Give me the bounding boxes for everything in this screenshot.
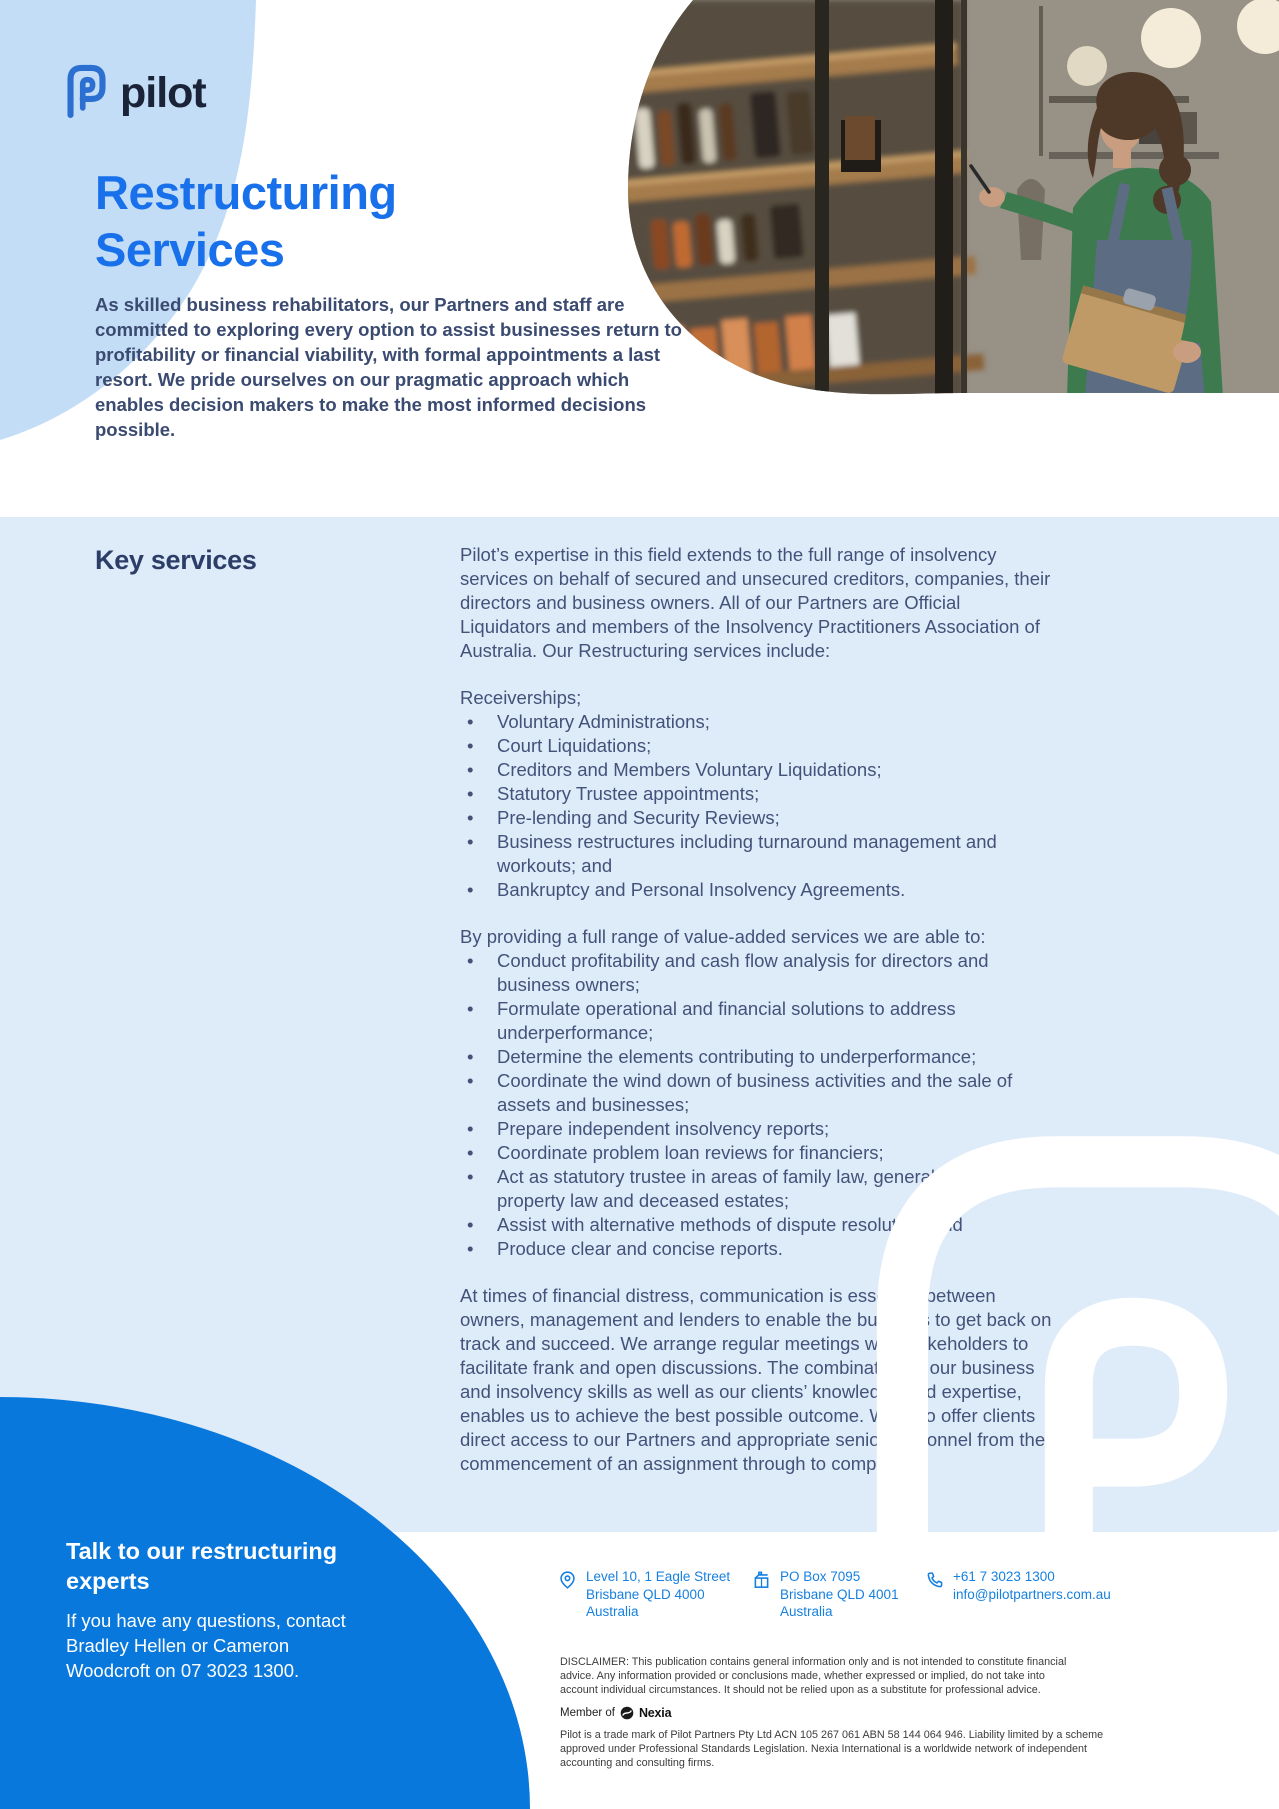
- pilot-watermark: [800, 1085, 1279, 1532]
- services-paragraph-1: Pilot’s expertise in this field extends to the full range of insolvency services on behalf of secured and unsecured creditors, companies, their directors and business owners. All of our Partners are Official Liquidators and members of the Insolvency Practitioners Association of Australia. Our Restructuring services include:: [460, 544, 1051, 661]
- bullet-dot: •: [467, 711, 474, 732]
- page-title-line2: Services: [95, 223, 285, 276]
- list-item: • Act as statutory trustee in areas of family law, general litigation, property law and deceased estates;: [467, 1166, 1014, 1211]
- bullet-dot: •: [467, 759, 474, 780]
- contact-address-text: Level 10, 1 Eagle Street Brisbane QLD 4000 Australia: [586, 1569, 731, 1619]
- services-paragraph-2: At times of financial distress, communication is essential between owners, management and lenders to enable the business to get back on track and succeed. We arrange regular meetings with stakeholders to facilitate frank and open discussions. The combination of our business and insolvency skills as well as our clients’ knowledge and expertise, enables us to achieve the best possible outcome. We also offer clients direct access to our Partners and appropriate senior personnel from the commencement of an assignment through to completion.: [460, 1285, 1052, 1474]
- list-item: • Conduct profitability and cash flow analysis for directors and business owners;: [467, 950, 989, 995]
- services-list-1: [460, 710, 1056, 902]
- cta-body: If you have any questions, contact Bradley Hellen or Cameron Woodcroft on 07 3023 1300.: [66, 1610, 346, 1681]
- page-title: [95, 164, 397, 278]
- nexia-logo-text: Nexia: [638, 1706, 672, 1720]
- key-services-heading: Key services: [95, 545, 257, 575]
- cta-heading: Talk to our restructuring experts: [66, 1538, 338, 1594]
- location-pin-icon: [558, 1568, 578, 1621]
- pilot-logo: [63, 62, 206, 119]
- intro-paragraph: As skilled business rehabilitators, our Partners and staff are committed to exploring every option to assist businesses return to profitability or financial viability, with formal appointments a last resort. We pride ourselves on our pragmatic approach which enables decision makers to make the most informed decisions possible.: [95, 294, 682, 440]
- bullet-dot: •: [467, 1142, 474, 1163]
- member-of-nexia: [560, 1706, 671, 1720]
- list-item: • Creditors and Members Voluntary Liquidations;: [467, 759, 882, 780]
- list-item: • Court Liquidations;: [467, 735, 652, 756]
- bullet-dot: •: [467, 1070, 474, 1091]
- bullet-dot: •: [467, 807, 474, 828]
- list-item: • Pre-lending and Security Reviews;: [467, 807, 780, 828]
- list-item: • Formulate operational and financial solutions to address underperformance;: [467, 998, 956, 1043]
- contact-phone-email-text: [953, 1568, 1111, 1603]
- list-item: • Coordinate the wind down of business activities and the sale of assets and businesses;: [467, 1070, 1013, 1115]
- bullet-dot: •: [467, 735, 474, 756]
- member-of-label: Member of: [560, 1707, 615, 1719]
- services-list-2-intro: By providing a full range of value-added services we are able to:: [460, 926, 986, 947]
- bullet-dot: •: [467, 1046, 474, 1067]
- phone-number[interactable]: +61 7 3023 1300: [953, 1569, 1055, 1584]
- list-item: • Produce clear and concise reports.: [467, 1238, 783, 1259]
- list-item: • Voluntary Administrations;: [467, 711, 710, 732]
- services-list-1-intro: Receiverships;: [460, 687, 582, 708]
- list-item: • Statutory Trustee appointments;: [467, 783, 760, 804]
- bullet-dot: •: [467, 783, 474, 804]
- pilot-logo-icon: [63, 62, 110, 119]
- list-item: • Assist with alternative methods of dispute resolution; and: [467, 1214, 963, 1235]
- bullet-dot: •: [467, 1118, 474, 1139]
- trademark-text: Pilot is a trade mark of Pilot Partners Pty Ltd ACN 105 267 061 ABN 58 144 064 946. Liability limited by a scheme approved under Professional Standards Legislation. Nexia International is a worldwide network of independent accounting and consulting firms.: [560, 1729, 1104, 1769]
- key-services-section: [0, 517, 1279, 1532]
- bullet-dot: •: [467, 1214, 474, 1235]
- hero-photo: [619, 0, 1279, 398]
- bullet-dot: •: [467, 879, 474, 900]
- list-item: • Coordinate problem loan reviews for financiers;: [467, 1142, 884, 1163]
- phone-icon: [925, 1568, 945, 1603]
- list-item: • Determine the elements contributing to underperformance;: [467, 1046, 977, 1067]
- disclaimer-text: DISCLAIMER: This publication contains general information only and is not intended to constitute financial advice. Any information provided or conclusions made, whether expressed or implied, do not take into account individual circumstances. It should not be relied upon as a substitute for professional advice.: [560, 1656, 1067, 1696]
- contact-pobox: [752, 1568, 899, 1621]
- bullet-dot: •: [467, 831, 474, 852]
- page-title-line1: Restructuring: [95, 166, 397, 219]
- list-item: • Business restructures including turnaround management and workouts; and: [467, 831, 997, 876]
- bullet-dot: •: [467, 998, 474, 1019]
- po-box-icon: [752, 1568, 772, 1621]
- bullet-dot: •: [467, 1238, 474, 1259]
- nexia-logo-icon: [620, 1706, 634, 1720]
- pilot-logo-text: pilot: [120, 69, 206, 117]
- bullet-dot: •: [467, 950, 474, 971]
- contact-address: [558, 1568, 730, 1621]
- email-address[interactable]: info@pilotpartners.com.au: [953, 1586, 1111, 1602]
- contact-pobox-text: PO Box 7095 Brisbane QLD 4001 Australia: [780, 1569, 899, 1619]
- bullet-dot: •: [467, 1166, 474, 1187]
- list-item: • Bankruptcy and Personal Insolvency Agreements.: [467, 879, 906, 900]
- contact-phone-email: [925, 1568, 1111, 1603]
- list-item: • Prepare independent insolvency reports;: [467, 1118, 830, 1139]
